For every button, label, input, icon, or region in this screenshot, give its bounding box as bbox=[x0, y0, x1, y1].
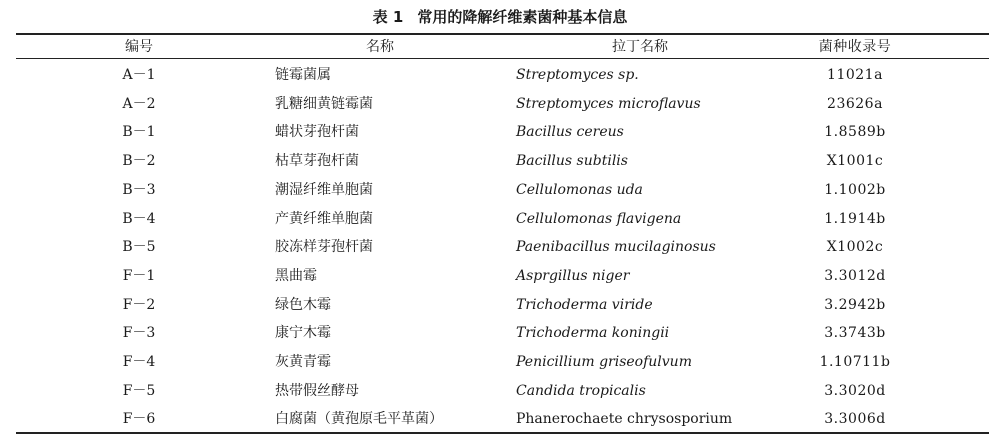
strain-accession: 23626a bbox=[827, 95, 883, 112]
strain-id: F－3 bbox=[122, 325, 156, 342]
strain-latin-name: Penicillium griseofulvum bbox=[516, 354, 692, 370]
strain-accession: 1.8589b bbox=[824, 124, 886, 141]
strain-accession: X1002c bbox=[826, 239, 884, 256]
strain-accession: 1.10711b bbox=[819, 354, 891, 370]
table-row bbox=[0, 233, 1000, 261]
strain-name: 白腐菌（黄孢原毛平革菌） bbox=[275, 411, 443, 428]
table-row bbox=[0, 377, 1000, 405]
table-row bbox=[0, 262, 1000, 290]
table-number: 表 1 bbox=[372, 8, 404, 26]
strain-name: 乳糖细黄链霉菌 bbox=[275, 95, 373, 112]
strain-latin-name: Trichoderma koningii bbox=[516, 325, 670, 342]
strain-name: 产黄纤维单胞菌 bbox=[275, 210, 373, 227]
strain-id: F－6 bbox=[122, 411, 156, 428]
strain-accession: 3.3012d bbox=[824, 267, 886, 284]
strain-id: A－2 bbox=[122, 95, 156, 112]
strain-id: A－1 bbox=[122, 67, 156, 83]
strain-latin-name: Streptomyces sp. bbox=[516, 67, 639, 83]
strain-accession: 11021a bbox=[827, 67, 883, 83]
strain-id: B－5 bbox=[122, 239, 156, 256]
table-title: 常用的降解纤维素菌种基本信息 bbox=[417, 8, 628, 26]
header-name: 名称 bbox=[366, 39, 394, 55]
strain-latin-name: Bacillus subtilis bbox=[516, 153, 628, 170]
strain-id: F－1 bbox=[122, 267, 156, 284]
strain-latin-name: Paenibacillus mucilaginosus bbox=[516, 239, 716, 256]
strain-accession: 1.1914b bbox=[824, 210, 886, 227]
strain-name: 热带假丝酵母 bbox=[275, 382, 359, 399]
table-row bbox=[0, 319, 1000, 347]
table-row bbox=[0, 405, 1000, 433]
header-id: 编号 bbox=[125, 39, 153, 55]
strain-accession: 3.3743b bbox=[824, 325, 886, 342]
table-row bbox=[0, 147, 1000, 175]
header-row bbox=[0, 33, 1000, 61]
table-row bbox=[0, 176, 1000, 204]
strain-accession: 1.1002b bbox=[824, 181, 886, 198]
strain-name: 绿色木霉 bbox=[275, 296, 331, 313]
strain-latin-name: Asprgillus niger bbox=[516, 267, 630, 284]
strain-name: 枯草芽孢杆菌 bbox=[275, 153, 359, 170]
strain-id: B－2 bbox=[122, 153, 156, 170]
table-row bbox=[0, 118, 1000, 146]
strain-id: F－2 bbox=[122, 296, 156, 313]
strain-name: 康宁木霉 bbox=[275, 325, 331, 342]
header-code: 菌种收录号 bbox=[818, 39, 892, 55]
table-row bbox=[0, 348, 1000, 376]
strain-id: B－4 bbox=[122, 210, 156, 227]
strain-latin-name: Candida tropicalis bbox=[516, 382, 646, 399]
strain-latin-name: Streptomyces microflavus bbox=[516, 95, 701, 112]
strain-id: F－5 bbox=[122, 382, 156, 399]
strain-id: B－3 bbox=[122, 181, 156, 198]
strain-accession: 3.3006d bbox=[824, 411, 886, 428]
strain-latin-name: Bacillus cereus bbox=[516, 124, 624, 141]
table-row bbox=[0, 291, 1000, 319]
strain-name: 链霉菌属 bbox=[275, 67, 331, 83]
strain-id: B－1 bbox=[122, 124, 156, 141]
strain-id: F－4 bbox=[122, 354, 156, 370]
table-row bbox=[0, 61, 1000, 89]
strain-name: 蜡状芽孢杆菌 bbox=[275, 124, 359, 141]
strain-latin-name: Cellulomonas uda bbox=[516, 181, 643, 198]
table-row bbox=[0, 90, 1000, 118]
strain-accession: X1001c bbox=[826, 153, 884, 170]
strain-accession: 3.2942b bbox=[824, 296, 886, 313]
strain-accession: 3.3020d bbox=[824, 382, 886, 399]
strain-name: 灰黄青霉 bbox=[275, 354, 331, 370]
strain-name: 黑曲霉 bbox=[275, 267, 317, 284]
strain-latin-name: Trichoderma viride bbox=[516, 296, 653, 313]
header-latin: 拉丁名称 bbox=[612, 39, 668, 55]
strain-latin-name: Phanerochaete chrysosporium bbox=[516, 411, 733, 428]
strain-name: 胶冻样芽孢杆菌 bbox=[275, 239, 373, 256]
strain-name: 潮湿纤维单胞菌 bbox=[275, 181, 373, 198]
table-row bbox=[0, 205, 1000, 233]
table-caption bbox=[0, 4, 1000, 30]
strain-latin-name: Cellulomonas flavigena bbox=[516, 210, 682, 227]
